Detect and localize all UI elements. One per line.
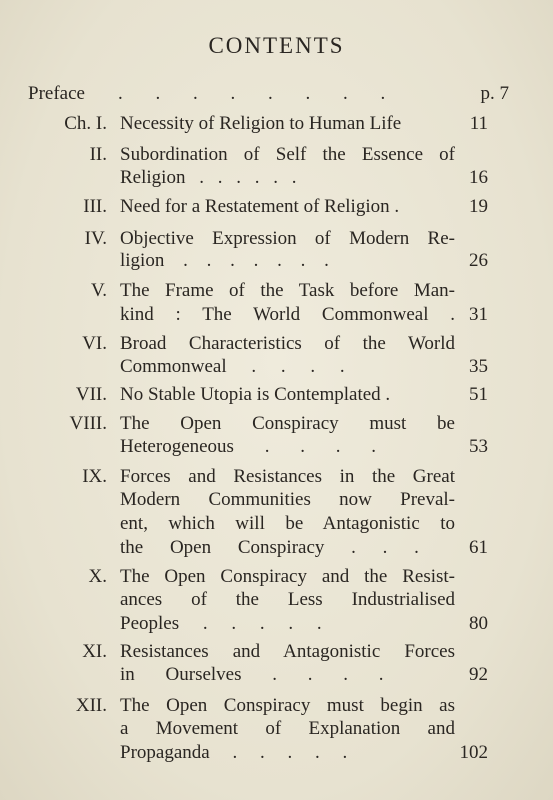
chapter-page: 61 bbox=[469, 537, 488, 558]
chapter-number: IX. bbox=[82, 466, 107, 487]
chapter-title-line: The Frame of the Task before Man- bbox=[120, 280, 455, 301]
chapter-title-line: Peoples . . . . . bbox=[120, 613, 322, 634]
preface-page: p. 7 bbox=[480, 83, 509, 104]
chapter-title-line: The Open Conspiracy and the Resist- bbox=[120, 566, 455, 587]
chapter-page: 16 bbox=[469, 167, 488, 188]
chapter-title-line: Heterogeneous . . . . bbox=[120, 436, 376, 457]
chapter-page: 92 bbox=[469, 664, 488, 685]
chapter-title-line: a Movement of Explanation and bbox=[120, 718, 455, 739]
chapter-number: XII. bbox=[75, 695, 107, 716]
chapter-title-line: ances of the Less Industrialised bbox=[120, 589, 455, 610]
chapter-title-line: ent, which will be Antagonistic to bbox=[120, 513, 455, 534]
chapter-title-line: Subordination of Self the Essence of bbox=[120, 144, 455, 165]
chapter-number: IV. bbox=[84, 228, 107, 249]
chapter-number: VIII. bbox=[69, 413, 107, 434]
chapter-page: 26 bbox=[469, 250, 488, 271]
preface-label: Preface bbox=[28, 83, 85, 104]
chapter-title-line: Propaganda . . . . . bbox=[120, 742, 348, 763]
chapter-number: VII. bbox=[75, 384, 107, 405]
chapter-title-line: Broad Characteristics of the World bbox=[120, 333, 455, 354]
chapter-title-line: The Open Conspiracy must begin as bbox=[120, 695, 455, 716]
chapter-title-line: kind : The World Commonweal . bbox=[120, 304, 455, 325]
chapter-number: XI. bbox=[82, 641, 107, 662]
chapter-title-line: No Stable Utopia is Contemplated . bbox=[120, 384, 391, 405]
chapter-title-line: The Open Conspiracy must be bbox=[120, 413, 455, 434]
contents-title: CONTENTS bbox=[208, 33, 345, 58]
chapter-title-line: the Open Conspiracy . . . bbox=[120, 537, 419, 558]
chapter-title-line: Objective Expression of Modern Re- bbox=[120, 228, 455, 249]
chapter-page: 31 bbox=[469, 304, 488, 325]
chapter-page: 80 bbox=[469, 613, 488, 634]
preface-dots: . . . . . . . . bbox=[118, 83, 400, 104]
chapter-page: 19 bbox=[469, 196, 488, 217]
chapter-number: II. bbox=[89, 144, 107, 165]
chapter-title-line: Need for a Restatement of Religion . bbox=[120, 196, 400, 217]
chapter-title-line: ligion . . . . . . . bbox=[120, 250, 329, 271]
chapter-title-line: in Ourselves . . . . bbox=[120, 664, 384, 685]
chapter-title-line: Modern Communities now Preval- bbox=[120, 489, 455, 510]
chapter-number: III. bbox=[83, 196, 107, 217]
chapter-number: X. bbox=[88, 566, 107, 587]
chapter-title-line: Religion . . . . . . bbox=[120, 167, 297, 188]
chapter-page: 11 bbox=[469, 113, 488, 134]
chapter-title-line: Necessity of Religion to Human Life bbox=[120, 113, 402, 134]
chapter-number: V. bbox=[90, 280, 107, 301]
chapter-page: 53 bbox=[469, 436, 488, 457]
chapter-page: 35 bbox=[469, 356, 488, 377]
chapter-page: 102 bbox=[459, 742, 488, 763]
chapter-number: VI. bbox=[82, 333, 107, 354]
chapter-title-line: Resistances and Antagonistic Forces bbox=[120, 641, 455, 662]
chapter-number: Ch. I. bbox=[64, 113, 107, 134]
chapter-title-line: Commonweal . . . . bbox=[120, 356, 345, 377]
chapter-page: 51 bbox=[469, 384, 488, 405]
chapter-title-line: Forces and Resistances in the Great bbox=[120, 466, 455, 487]
